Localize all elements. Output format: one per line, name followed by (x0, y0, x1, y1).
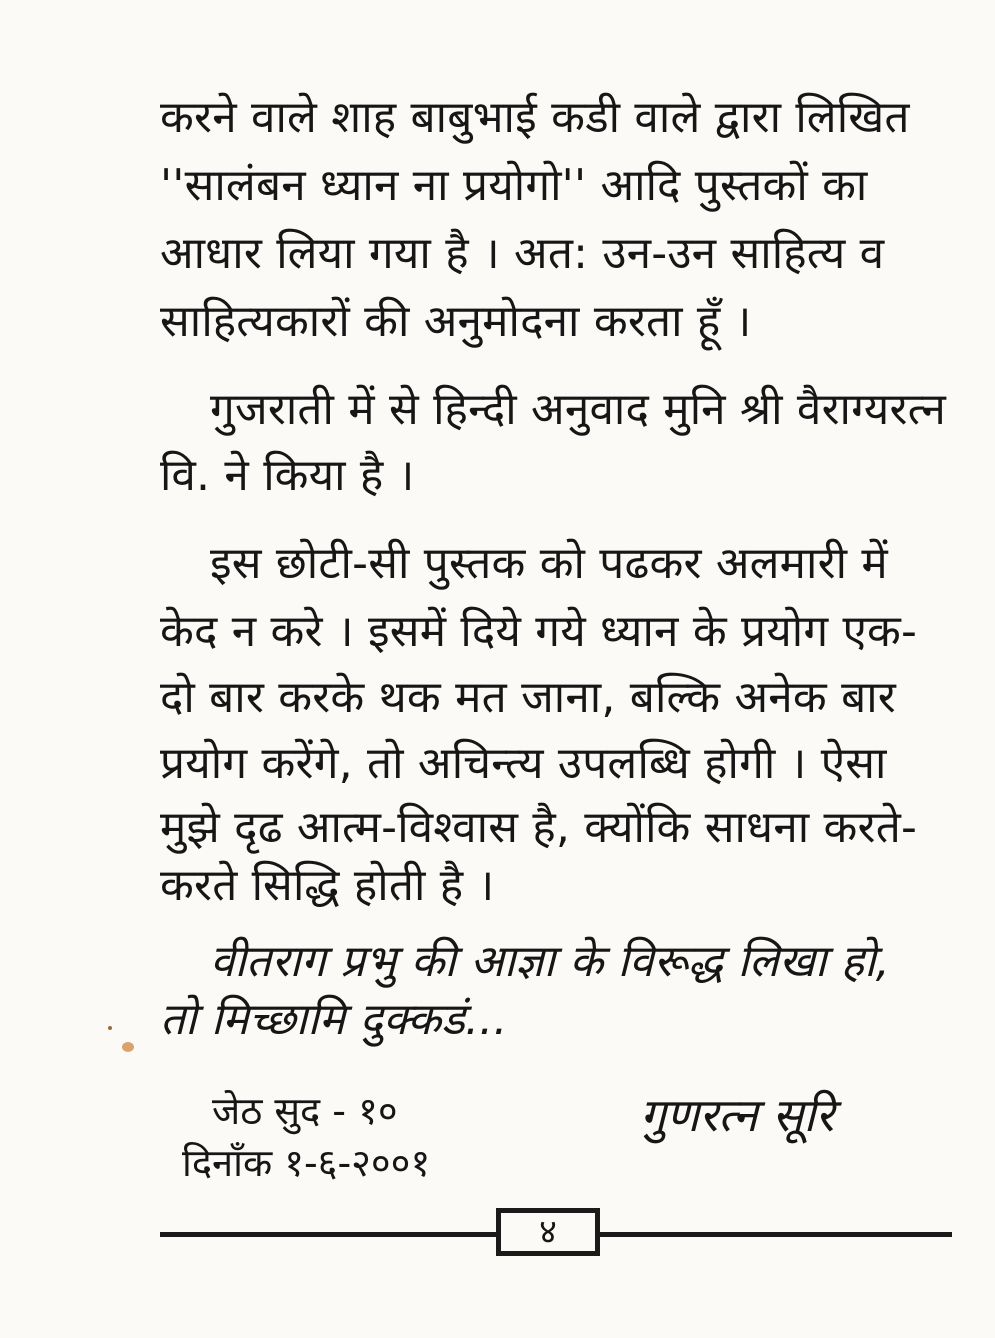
page-number-box (496, 1208, 600, 1256)
paragraph-3-line-6: करते सिद्धि होती है । (160, 860, 495, 911)
paragraph-3-line-2: केद न करे । इसमें दिये गये ध्यान के प्रयोग एक- (160, 606, 918, 657)
paragraph-4-line-2: तो मिच्छामि दुक्कडं... (160, 994, 508, 1045)
paragraph-3-line-3: दो बार करके थक मत जाना, बल्कि अनेक बार (160, 672, 896, 723)
footer-rule-left (160, 1232, 496, 1237)
paragraph-2-line-1: गुजराती में से हिन्दी अनुवाद मुनि श्री वैराग्यरत्न (210, 384, 946, 435)
ink-speck (122, 1042, 134, 1052)
paragraph-1-line-4: साहित्यकारों की अनुमोदना करता हूँ । (160, 296, 752, 347)
paragraph-1-line-3: आधार लिया गया है । अत: उन-उन साहित्य व (160, 228, 885, 279)
paragraph-1-line-2: ''सालंबन ध्यान ना प्रयोगो'' आदि पुस्तकों का (160, 160, 868, 211)
date-line-1: जेठ सुद - १० (212, 1089, 398, 1133)
paragraph-4-line-1: वीतराग प्रभु की आज्ञा के विरूद्ध लिखा हो, (210, 936, 890, 987)
paragraph-3-line-4: प्रयोग करेंगे, तो अचिन्त्य उपलब्धि होगी । ऐसा (160, 738, 887, 789)
footer-rule-right (600, 1232, 952, 1237)
paragraph-1-line-1: करने वाले शाह बाबुभाई कडी वाले द्वारा लिखित (160, 92, 910, 143)
author-signature: गुणरत्न सूरि (640, 1088, 835, 1142)
paragraph-3-line-5: मुझे दृढ आत्म-विश्वास है, क्योंकि साधना करते- (160, 802, 918, 853)
date-line-2: दिनाँक १-६-२००१ (182, 1141, 431, 1185)
paragraph-2-line-2: वि. ने किया है । (160, 450, 415, 501)
ink-speck (108, 1026, 112, 1030)
paragraph-3-line-1: इस छोटी-सी पुस्तक को पढकर अलमारी में (210, 538, 888, 589)
page-number: ४ (539, 1212, 557, 1252)
